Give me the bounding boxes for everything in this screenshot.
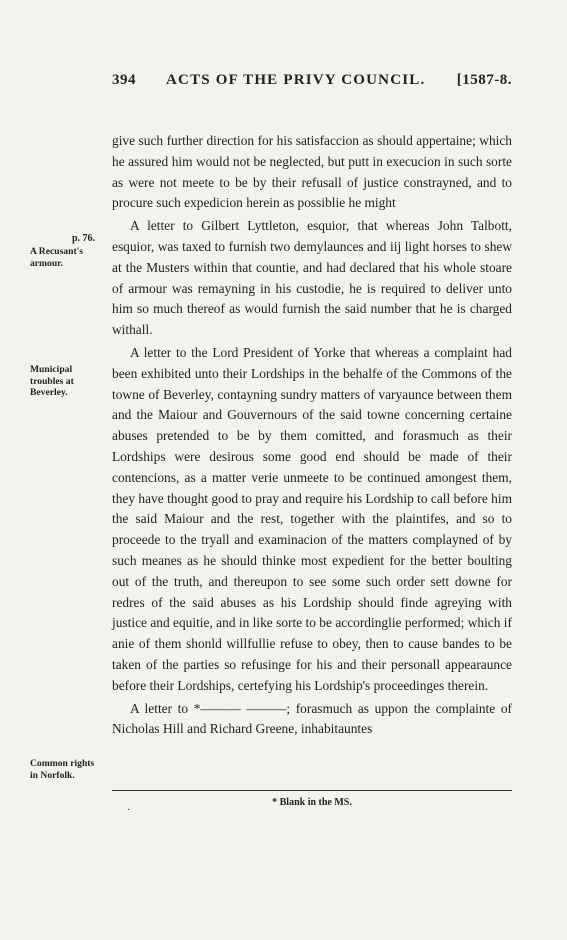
main-text <box>112 131 512 740</box>
footnote-dot: · <box>127 805 131 816</box>
paragraph-lyttleton-letter: A letter to Gilbert Lyttleton, esquior, that whereas John Talbott, esquior, was taxed to furnish two demylaunces and iij light horses to shew at the Musters within that countie, and had declared that his whole stoare of armour was remayning in his custodie, he is required to deliver unto him so much thereof as would furnish the said number that he is charged withall. <box>112 218 512 338</box>
page-reference: p. 76. <box>72 233 96 244</box>
running-title: ACTS OF THE PRIVY COUNCIL. <box>166 72 426 88</box>
paragraph-continuation: give such further direction for his satisfaccion as should appertaine; which he assured him would not be neglected, but putt in execucion in such sorte as were not meete to be by their refusall of justice constrayned, and to procure such expedicion herein as possiblie he might <box>112 133 512 211</box>
footnote-rule <box>112 790 512 791</box>
margin-note-beverley: Municipal troubles at Beverley. <box>30 364 74 398</box>
running-header <box>112 72 512 94</box>
margin-note-norfolk: Common rights in Norfolk. <box>30 758 95 781</box>
footnote: * Blank in the MS. <box>272 797 352 808</box>
paragraph-yorke-letter: A letter to the Lord President of Yorke that whereas a complaint had been exhibited unto their Lordships in the behalfe of the Commons of the towne of Beverley, contayning sundry matters of varyaunce between them and the Maiour and Gouvernours of the said towne concerning certaine abuses pretended to be by them comitted, and forasmuch as their Lordships were desirous some good end should be made of their contencions, as a matter verie unmeete to be continued amongest them, they have thought good to pray and require his Lordship to call before him the said Maiour and the rest, together with the plaintifes, and so to proceede to the tryall and examinacion of the matters complayned of by such meanes as he should thinke most expedient for the better boulting out of the truth, and thereupon to see some such order sett downe for redres of the said abuses as his Lordship should finde agreying with justice and equitie, and in like sorte to be accordinglie performed; which if anie of them shonld willfullie refuse to obey, then to cause bandes to be taken of the parties so refusinge for his and their personall appearaunce before their Lordships, certefying his Lordship's proceedinges therein. <box>112 344 512 693</box>
margin-note-recusant: A Recusant's armour. <box>30 246 84 269</box>
page-number: 394 <box>112 72 136 88</box>
running-year: [1587-8. <box>456 72 512 88</box>
paragraph-norfolk-letter: A letter to *——— ———; forasmuch as uppon the complainte of Nicholas Hill and Richard Greene, inhabitauntes <box>112 700 512 737</box>
